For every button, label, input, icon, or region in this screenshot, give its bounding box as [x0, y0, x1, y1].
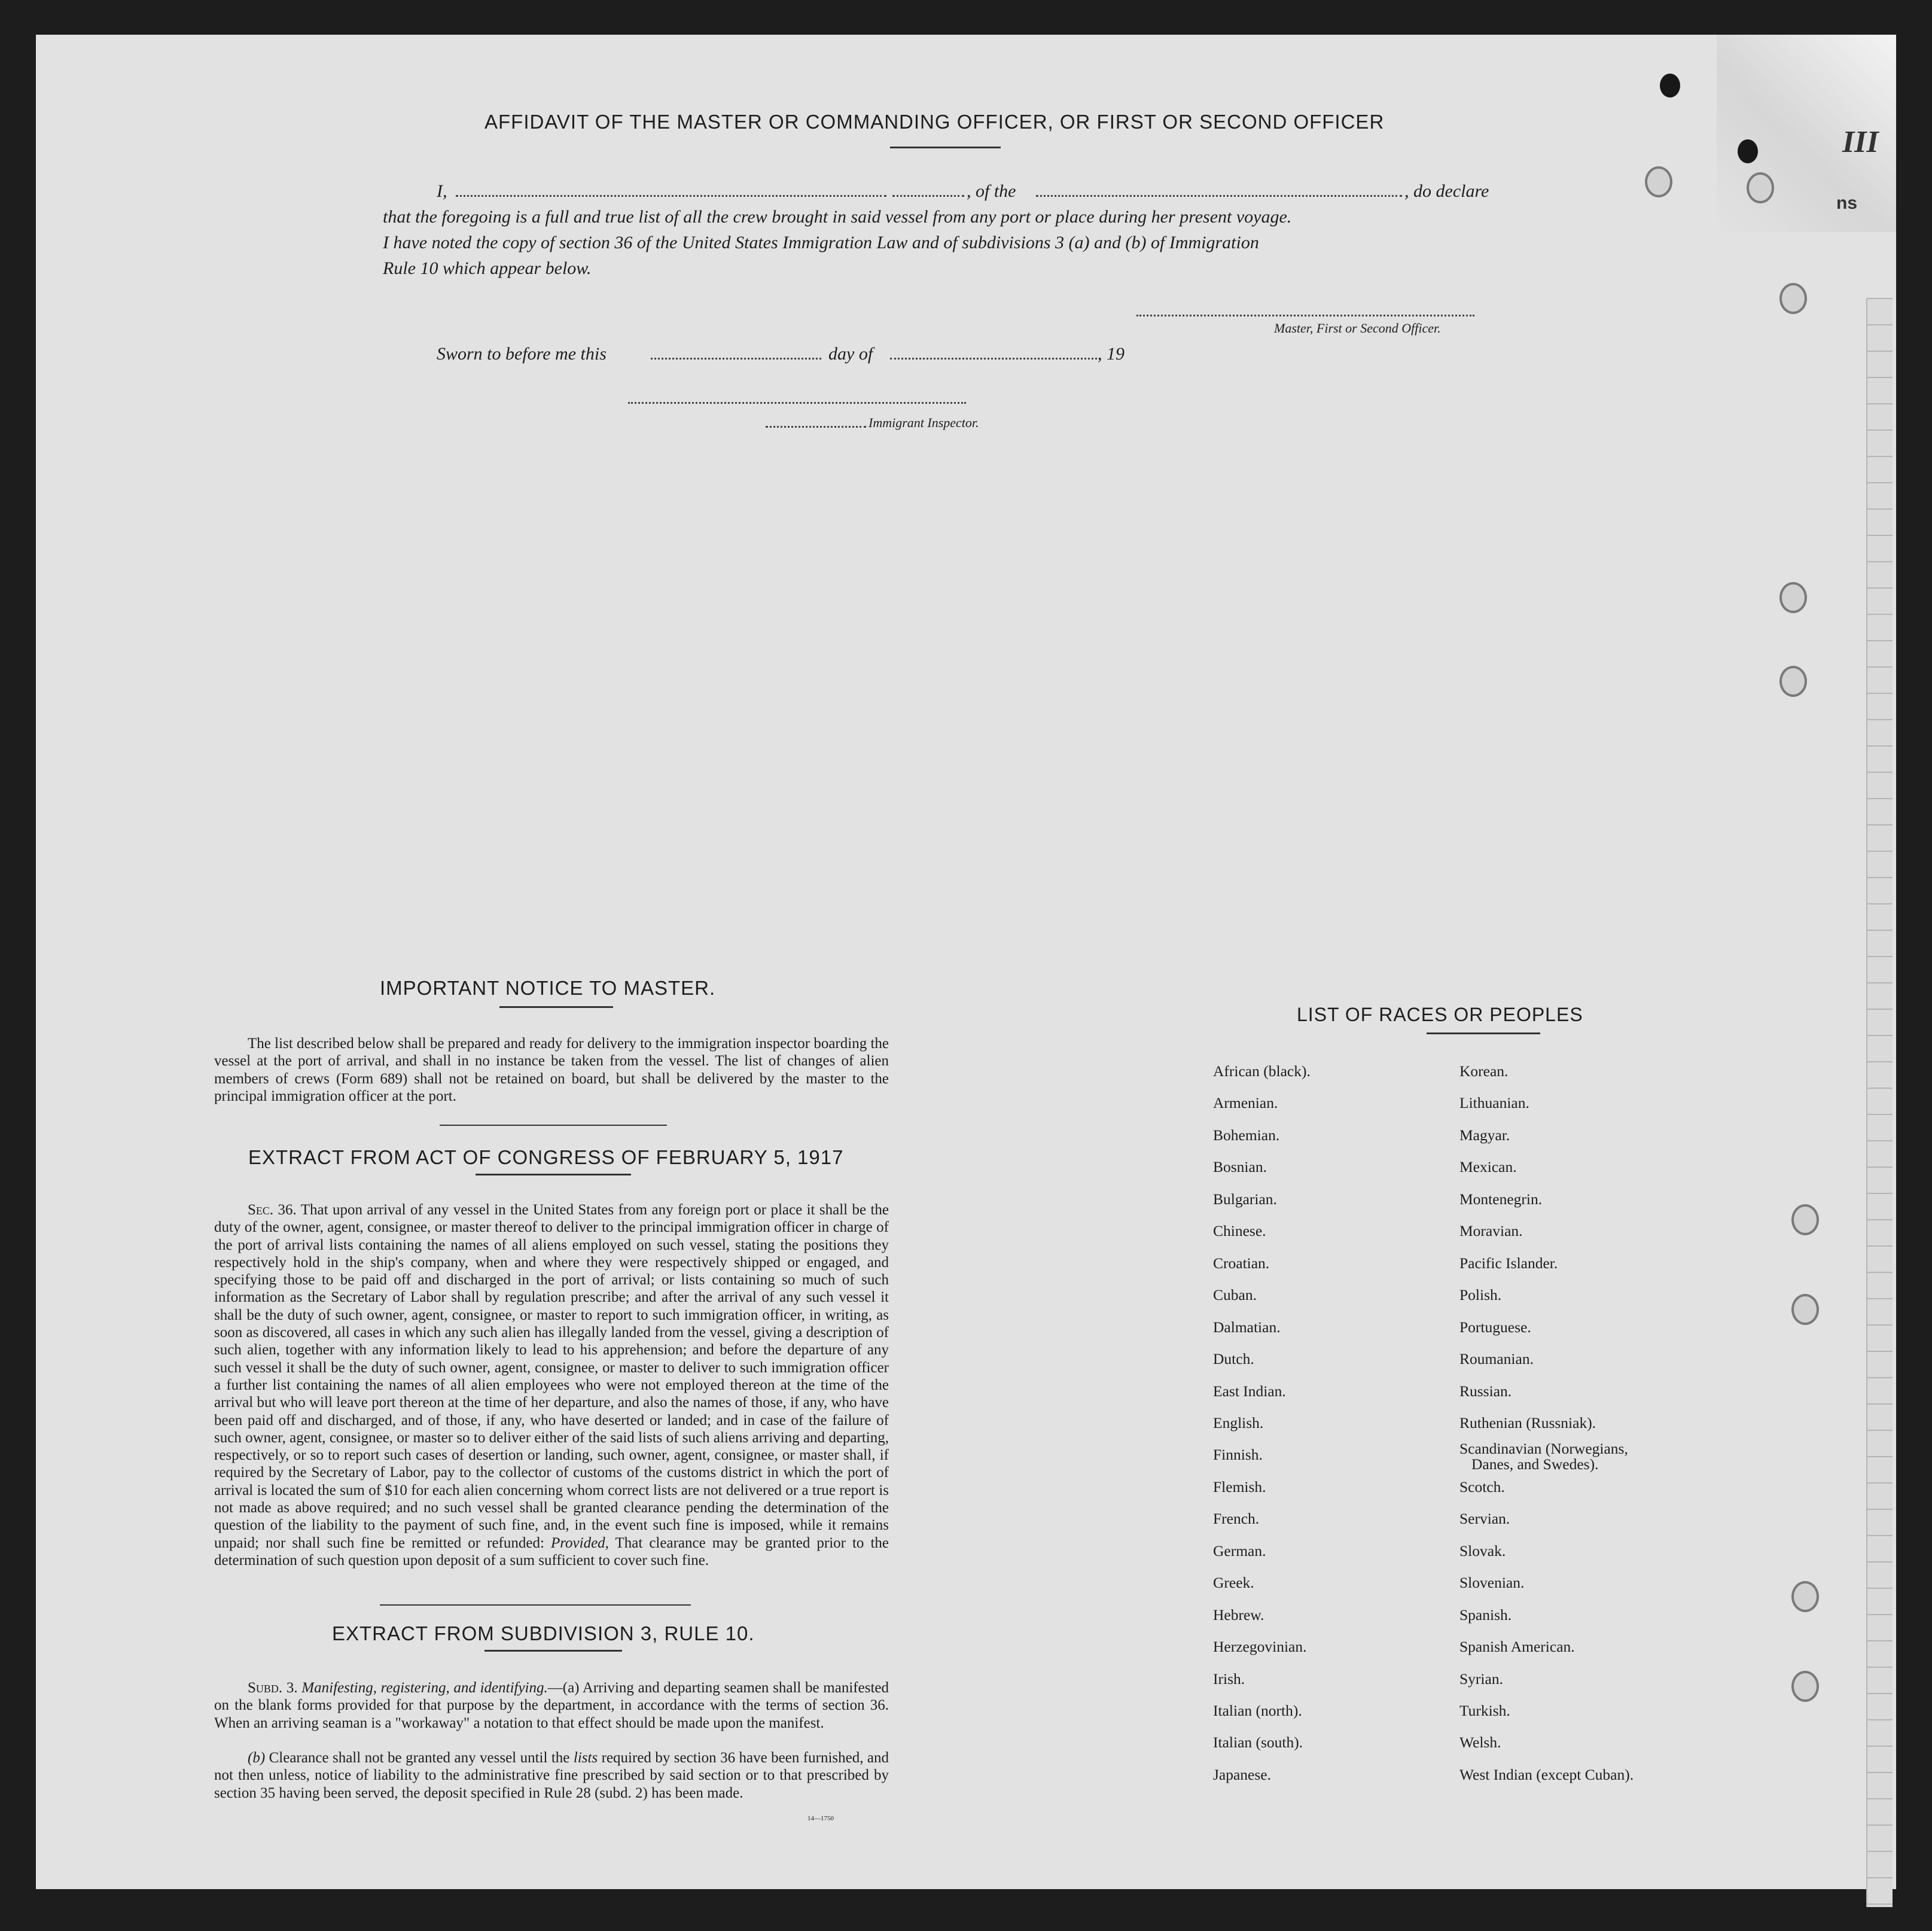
race-item: Bohemian.: [1213, 1126, 1280, 1144]
subdivision-b-label: (b): [248, 1750, 266, 1766]
day-of-text: day of: [828, 344, 873, 364]
race-item: Spanish American.: [1459, 1638, 1575, 1656]
affidavit-line-3: I have noted the copy of section 36 of the United States Immigration Law and of subdivisions 3 (a) and (b) of Immigration: [383, 233, 1259, 252]
divider: [380, 1604, 691, 1606]
section-36-ending: That clearance may be granted prior to the determination of such question upon deposit of a sum sufficient to cover such fine.: [214, 1534, 889, 1568]
affidavit-do-declare: , do declare: [1404, 181, 1489, 201]
race-item: Moravian.: [1459, 1222, 1523, 1240]
race-item: French.: [1213, 1510, 1260, 1528]
race-item: Scandinavian (Norwegians,: [1459, 1440, 1628, 1458]
document-page: [36, 35, 1896, 1889]
edge-fragment-text: ns: [1836, 193, 1858, 213]
divider: [476, 1174, 631, 1175]
race-item: Chinese.: [1213, 1222, 1266, 1240]
divider: [440, 1125, 667, 1126]
race-item: Italian (north).: [1213, 1702, 1302, 1719]
divider: [890, 147, 1001, 148]
form-number: 14—1750: [807, 1815, 834, 1822]
punch-hole: [1791, 1671, 1819, 1702]
race-item: Turkish.: [1459, 1702, 1510, 1719]
race-item: Croatian.: [1213, 1254, 1270, 1272]
race-item: Irish.: [1213, 1670, 1245, 1688]
race-item: Herzegovinian.: [1213, 1638, 1307, 1656]
race-item: East Indian.: [1213, 1382, 1286, 1400]
race-item: Korean.: [1459, 1062, 1509, 1080]
affidavit-line-2: that the foregoing is a full and true list of all the crew brought in said vessel from any port or place during her present voyage.: [383, 207, 1292, 227]
race-item: Servian.: [1459, 1510, 1510, 1528]
race-item: Polish.: [1459, 1286, 1502, 1304]
affidavit-of-the: , of the: [967, 181, 1016, 201]
subdivision-b-text: [214, 1749, 889, 1802]
race-item: Pacific Islander.: [1459, 1254, 1558, 1272]
rule-extract-title: EXTRACT FROM SUBDIVISION 3, RULE 10.: [332, 1622, 755, 1644]
notice-title: IMPORTANT NOTICE TO MASTER.: [380, 977, 716, 999]
race-item: Portuguese.: [1459, 1318, 1531, 1336]
punch-hole: [1791, 1581, 1819, 1612]
year-prefix: , 19: [1098, 344, 1125, 364]
race-item: Slovak.: [1459, 1542, 1506, 1560]
vessel-blank[interactable]: [1036, 195, 1402, 197]
race-item: Spanish.: [1459, 1606, 1512, 1624]
subdivision-b-body-1: Clearance shall not be granted any vessel until the: [269, 1750, 570, 1766]
section-36-body: That upon arrival of any vessel in the United States from any foreign port or place it shall be the duty of the owner, agent, consignee, or master thereof to deliver to the principal immigration officer in charge of the port of arrival lists containing the names of all aliens employed on such vessel, stating the positions they respectively hold in the ship's company, when and where they were respectively shipped or engaged, and specifying those to be paid off and discharged in the port of arrival; or lists containing so much of such information as the Secretary of Labor shall by regulation prescribe; and after the arrival of any such vessel it shall be the duty of such owner, agent, consignee, or master to report to such immigration officer, in writing, as soon as discovered, all cases in which any such alien has illegally landed from the vessel, giving a description of such alien, together with any information likely to lead to his apprehension; and before the departure of any such vessel it shall be the duty of such owner, agent, consignee, or master to deliver to such immigration officer a further list containing the names of all alien employees who were not employed thereon at the time of the arrival but who will leave port thereon at the time of her departure, and also the names of those, if any, who have been paid off and discharged, and of those, if any, who have deserted or landed; and in case of the failure of such owner, agent, consignee, or master so to deliver either of the said lists of such aliens arriving and departing, respectively, or so to report such cases of desertion or landing, such owner, agent, consignee, or master shall, if required by the Secretary of Labor, pay to the collector of customs of the customs district in which the port of arrival is located the sum of $10 for each alien concerning whom correct lists are not delivered or a true report is not made as above required; and no such vessel shall be granted clearance pending the determination of the question of the liability to the payment of such fine, and, in the event such fine is imposed, while it remains unpaid; nor shall such fine be remitted or refunded:: [214, 1202, 889, 1551]
race-item: Bulgarian.: [1213, 1190, 1277, 1208]
race-item: Hebrew.: [1213, 1606, 1264, 1624]
subdivision-a-text: [214, 1679, 889, 1732]
section-36-text: [214, 1201, 889, 1569]
day-blank[interactable]: [651, 358, 821, 360]
race-item: Syrian.: [1459, 1670, 1503, 1688]
race-item: English.: [1213, 1414, 1264, 1432]
race-item: Roumanian.: [1459, 1350, 1534, 1368]
rank-blank[interactable]: [892, 195, 964, 197]
race-item: Dutch.: [1213, 1350, 1254, 1368]
notice-text: The list described below shall be prepared and ready for delivery to the immigration inspector boarding the vessel at the port of arrival, and shall in no instance be taken from the vessel. The list of changes of alien members of crews (Form 689) shall not be retained on board, but shall be delivered by the master to the principal immigration officer at the port.: [214, 1035, 889, 1104]
subdivision-b-body-2: required by section 36 have been furnished, and not then unless, notice of liability to the administrative fine prescribed by said section or to that prescribed by section 35 having been served, the deposit specified in Rule 28 (subd. 2) has been made.: [214, 1750, 889, 1801]
signature-caption: Master, First or Second Officer.: [1274, 321, 1441, 336]
punch-hole: [1660, 74, 1680, 98]
race-item: Greek.: [1213, 1574, 1254, 1592]
race-item: Japanese.: [1213, 1765, 1271, 1783]
subdivision-a-label: —(a): [547, 1680, 580, 1696]
subdivision-title: Manifesting, registering, and identifying.: [301, 1680, 548, 1696]
race-item: Ruthenian (Russniak).: [1459, 1414, 1596, 1432]
race-item: Finnish.: [1213, 1446, 1263, 1464]
divider: [499, 1006, 613, 1008]
race-item-continuation: Danes, and Swedes).: [1471, 1455, 1599, 1473]
punch-hole: [1779, 666, 1807, 697]
race-item: Lithuanian.: [1459, 1094, 1529, 1112]
race-item: Italian (south).: [1213, 1734, 1303, 1752]
punch-hole: [1779, 283, 1807, 314]
punch-hole: [1747, 172, 1774, 203]
race-item: Cuban.: [1213, 1286, 1257, 1304]
race-item: Bosnian.: [1213, 1158, 1267, 1176]
race-item: Scotch.: [1459, 1478, 1505, 1496]
punch-hole: [1738, 139, 1758, 163]
punch-hole: [1791, 1294, 1819, 1325]
race-item: Armenian.: [1213, 1094, 1278, 1112]
lists-word: lists: [573, 1750, 598, 1766]
inspector-caption: Immigrant Inspector.: [869, 415, 979, 430]
section-36-label: Sec. 36.: [248, 1202, 297, 1218]
race-item: Welsh.: [1459, 1734, 1501, 1752]
subdivision-a-body: Arriving and departing seamen shall be manifested on the blank forms provided for that purpose by the department, in accordance with the terms of section 36. When an arriving seaman is a "workaway" a notation to that effect should be made upon the manifest.: [214, 1680, 889, 1731]
act-extract-title: EXTRACT FROM ACT OF CONGRESS OF FEBRUARY 5, 1917: [248, 1146, 844, 1168]
affidavit-i: I,: [437, 181, 447, 201]
affidavit-line-4: Rule 10 which appear below.: [383, 258, 592, 278]
divider: [1427, 1032, 1540, 1034]
race-item: Montenegrin.: [1459, 1190, 1543, 1208]
races-title: LIST OF RACES OR PEOPLES: [1297, 1004, 1583, 1025]
race-item: Magyar.: [1459, 1126, 1510, 1144]
provided-word: Provided,: [550, 1534, 609, 1551]
signature-blank[interactable]: [1136, 315, 1474, 316]
inspector-name-blank[interactable]: [766, 426, 866, 428]
punch-hole: [1645, 166, 1672, 197]
race-item: German.: [1213, 1542, 1266, 1560]
affidavit-title: AFFIDAVIT OF THE MASTER OR COMMANDING OFFICER, OR FIRST OR SECOND OFFICER: [484, 111, 1385, 133]
race-item: Russian.: [1459, 1382, 1512, 1400]
name-blank[interactable]: [456, 195, 886, 197]
inspector-signature-blank[interactable]: [628, 402, 966, 404]
punch-hole: [1779, 582, 1807, 613]
underlying-grid-sheet: [1866, 298, 1893, 1907]
race-item: African (black).: [1213, 1062, 1311, 1080]
race-item: West Indian (except Cuban).: [1459, 1765, 1634, 1783]
race-item: Dalmatian.: [1213, 1318, 1281, 1336]
race-item: Flemish.: [1213, 1478, 1266, 1496]
subdivision-label: Subd. 3.: [248, 1680, 298, 1696]
race-item: Mexican.: [1459, 1158, 1517, 1176]
punch-hole: [1791, 1204, 1819, 1235]
corner-mark: III: [1842, 125, 1879, 159]
race-item: Slovenian.: [1459, 1574, 1525, 1592]
month-blank[interactable]: [890, 358, 1101, 360]
sworn-text: Sworn to before me this: [437, 344, 607, 364]
divider: [484, 1650, 622, 1652]
